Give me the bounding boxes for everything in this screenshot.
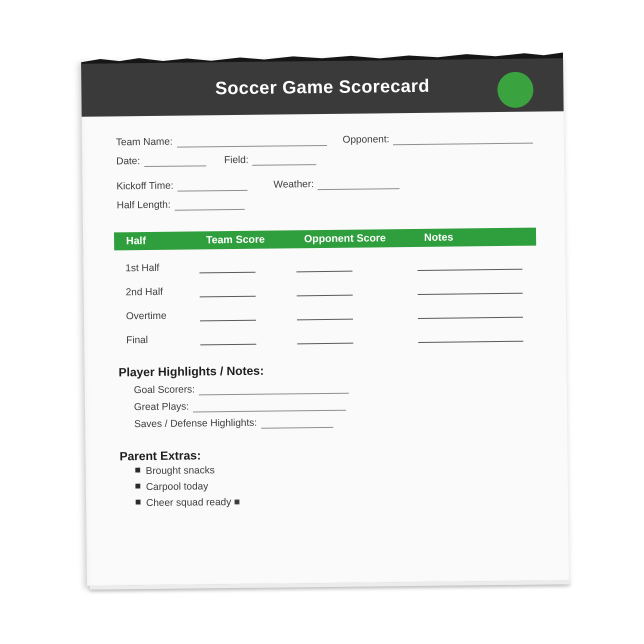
- col-header-notes: Notes: [424, 231, 454, 244]
- soccer-ball-dot-icon: [497, 72, 533, 108]
- notes-blank-line: [418, 283, 523, 295]
- checkbox-square-icon: ■: [134, 497, 142, 509]
- table-row: [125, 269, 565, 298]
- extras-item-label: Cheer squad ready ■: [146, 496, 241, 509]
- great-plays-blank-line: [193, 399, 346, 413]
- extras-item-label: Carpool today: [145, 480, 209, 493]
- opponent-label: Opponent:: [342, 134, 390, 146]
- row-label-final: Final: [126, 335, 148, 347]
- row-label-overtime: Overtime: [125, 310, 167, 323]
- row-label-1st-half: 1st Half: [125, 262, 160, 275]
- checkbox-square-icon: ■: [134, 481, 141, 493]
- opponent-blank-line: [393, 132, 533, 146]
- row-label-2nd-half: 2nd Half: [125, 286, 163, 299]
- extras-item-label: Brought snacks: [145, 464, 215, 477]
- saves-defense-blank-line: [261, 416, 333, 429]
- half-length-label: Half Length:: [116, 199, 171, 212]
- table-row: [125, 245, 565, 274]
- field-blank-line: [252, 153, 316, 166]
- table-row: [126, 317, 566, 346]
- date-blank-line: [144, 154, 206, 167]
- kickoff-time-label: Kickoff Time:: [116, 180, 174, 193]
- table-row: [126, 293, 566, 322]
- team-score-blank-line: [200, 286, 256, 298]
- notes-blank-line: [417, 259, 522, 271]
- opponent-score-blank-line: [297, 333, 353, 345]
- checkbox-square-icon: ■: [134, 465, 141, 477]
- page-title: Soccer Game Scorecard: [215, 75, 430, 99]
- notepad-sheet: [81, 54, 569, 585]
- team-score-blank-line: [200, 334, 256, 346]
- game-info-form: [116, 124, 565, 211]
- weather-blank-line: [318, 177, 400, 190]
- player-highlights-heading: Player Highlights / Notes:: [118, 363, 265, 380]
- kickoff-blank-line: [177, 179, 247, 192]
- title-band: [81, 58, 564, 116]
- parent-extras-heading: Parent Extras:: [119, 448, 201, 464]
- team-name-label: Team Name:: [115, 136, 173, 149]
- team-score-blank-line: [200, 310, 256, 322]
- team-name-blank-line: [177, 134, 327, 148]
- opponent-score-blank-line: [297, 309, 353, 321]
- notes-blank-line: [418, 307, 523, 319]
- date-label: Date:: [116, 156, 141, 168]
- great-plays-label: Great Plays:: [133, 401, 190, 414]
- col-header-opponent-score: Opponent Score: [304, 232, 386, 246]
- opponent-score-blank-line: [296, 261, 352, 273]
- goal-scorers-blank-line: [199, 382, 349, 396]
- team-score-blank-line: [199, 262, 255, 274]
- col-header-team-score: Team Score: [206, 233, 265, 247]
- field-label: Field:: [224, 154, 249, 167]
- saves-defense-label: Saves / Defense Highlights:: [134, 417, 258, 431]
- form-body: [82, 124, 568, 511]
- weather-label: Weather:: [273, 179, 314, 191]
- half-length-blank-line: [175, 198, 245, 211]
- opponent-score-blank-line: [297, 285, 353, 297]
- goal-scorers-label: Goal Scorers:: [133, 384, 195, 397]
- notes-blank-line: [418, 331, 523, 343]
- col-header-half: Half: [126, 235, 147, 248]
